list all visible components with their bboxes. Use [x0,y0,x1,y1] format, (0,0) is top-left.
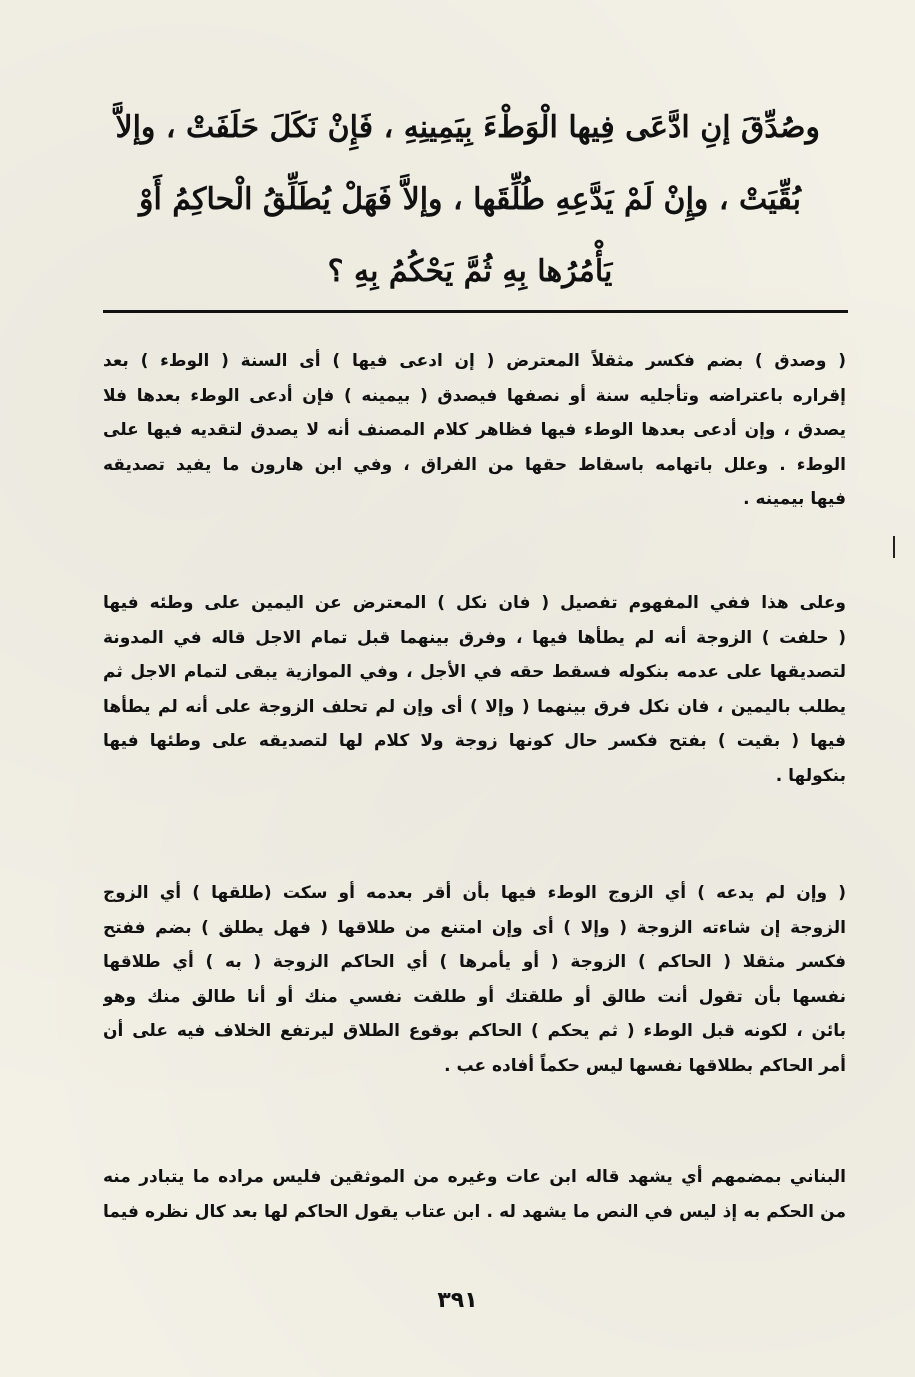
matn-text-block [115,92,820,308]
commentary-line: الوطء . وعلل باتهامه باسقاط حقها من الفراق ، وفي ابن هارون ما يفيد تصديقه [103,454,846,475]
commentary-line: من الحكم به إذ ليس في النص ما يشهد له . ابن عتاب يقول الحاكم لها بعد كال نظره فيما [103,1201,846,1222]
page-number: ٣٩١ [437,1288,478,1313]
commentary-line: لتصديقها على عدمه بنكوله فسقط حقه في الأجل ، وفي الموازية يبقى لتمام الاجل ثم [103,662,846,682]
commentary-line: أمر الحاكم بطلاقها نفسها ليس حكماً أفاده عب . [444,1055,846,1076]
commentary-paragraph [103,586,846,793]
commentary-line: ( وصدق ) بضم فكسر مثقلاً المعترض ( إن ادعى فيها ) أى السنة ( الوطء ) بعد [103,351,846,371]
margin-mark [893,536,895,558]
commentary-line: وعلى هذا ففي المفهوم تفصيل ( فان نكل ) المعترض عن اليمين على وطئه فيها [103,593,846,613]
commentary-paragraph [103,876,846,1083]
separator-rule [103,310,848,313]
commentary-line: البناني بمضمهم أي يشهد قاله ابن عات وغيره من الموثقين فليس مراده ما يتبادر منه [103,1167,846,1187]
commentary-line: الزوجة إن شاءته الزوجة ( وإلا ) أى وإن امتنع من طلاقها ( فهل يطلق ) بضم ففتح [103,917,846,938]
matn-line: وصُدِّقَ إنِ ادَّعَى فِيها الْوَطْءَ بِيَمِينِهِ ، فَإِنْ نَكَلَ حَلَفَتْ ، وإلاَّ [115,110,820,145]
commentary-line: ( وإن لم يدعه ) أي الزوج الوطء فيها بأن أقر بعدمه أو سكت (طلقها ) أي الزوج [103,883,846,903]
commentary-line: بائن ، لكونه قبل الوطء ( ثم يحكم ) الحاكم بوقوع الطلاق ليرتفع الخلاف فيه على أن [103,1021,846,1041]
matn-line: يَأْمُرُها بِهِ ثُمَّ يَحْكُمُ بِهِ ؟ [327,254,613,289]
commentary-line: إقراره باعتراضه وتأجليه سنة أو نصفها فيصدق ( بيمينه ) فإن أدعى الوطء بعدها فلا [103,385,846,406]
matn-line: بُقِّيَتْ ، وإِنْ لَمْ يَدَّعِهِ طُلِّقَها ، وإلاَّ فَهَلْ يُطَلِّقُ الْحاكِمُ أَوْ [138,182,802,217]
commentary-line: فيها ( بقيت ) بفتح فكسر حال كونها زوجة ولا كلام لها لتصديقه على وطئها فيها [103,731,846,751]
commentary-line: بنكولها . [775,765,846,786]
commentary-line: فكسر مثقلا ( الحاكم ) الزوجة ( أو يأمرها ) أي الحاكم الزوجة ( به ) أي طلاقها [103,952,846,972]
commentary-line: ( حلفت ) الزوجة أنه لم يطأها فيها ، وفرق بينهما قبل تمام الاجل قاله في المدونة [103,627,846,648]
commentary-line: يصدق ، وإن أدعى بعدها الوطء فيها فظاهر كلام المصنف أنه لا يصدق لتقديه فيها على [103,420,846,440]
commentary-line: فيها بيمينه . [743,489,846,509]
commentary-line: يطلب باليمين ، فان نكل فرق بينهما ( وإلا ) أى وإن لم تحلف الزوجة على أنه لم يطأها [103,696,846,717]
commentary-line: نفسها بأن تقول أنت طالق أو طلقتك أو طلقت نفسي منك أو أنا طالق منك وهو [103,986,846,1007]
commentary-paragraph [103,1160,846,1229]
commentary-paragraph [103,344,846,517]
